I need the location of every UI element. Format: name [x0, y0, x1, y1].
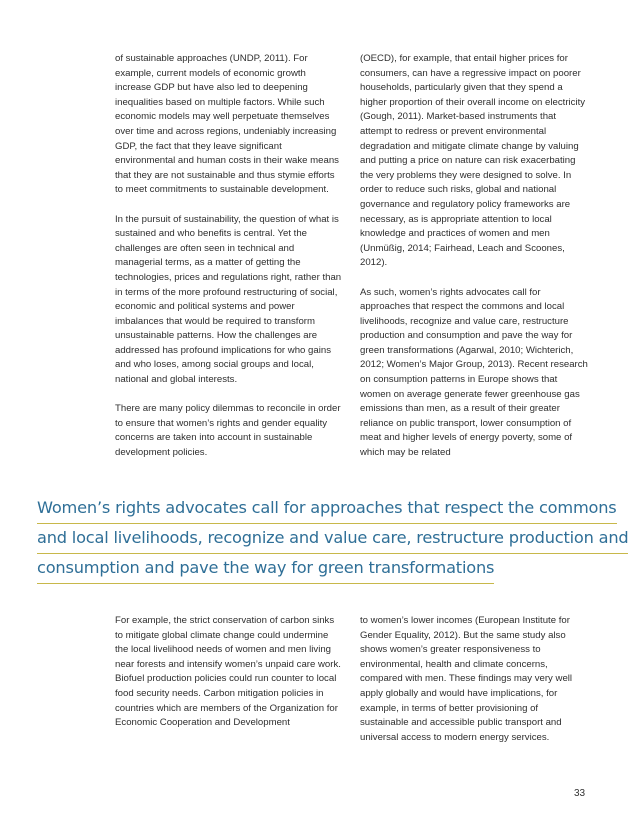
- body-column-top-right: [360, 52, 588, 461]
- paragraph: (OECD), for example, that entail higher prices for consumers, can have a regressive impact on poorer households, particularly given that they spend a higher proportion of their overall income on electricity (Gough, 2011). Market-based instruments that attempt to redress or prevent environmental degradation and mitigate climate change by valuing and putting a price on nature can risk exacerbating the very problems they were designed to solve. In order to reduce such risks, global and national governance and regulatory policy frameworks are necessary, as is appropriate attention to local knowledge and practices of women and men (Unmüßig, 2014; Fairhead, Leach and Scoones, 2012).: [360, 53, 586, 269]
- body-column-bottom-right: [360, 614, 588, 745]
- paragraph: In the pursuit of sustainability, the question of what is sustained and who benefits is central. Yet the challenges are often seen in technical and managerial terms, as a matter of getting the technologies, prices and regulations right, rather than in terms of the more profound restructuring of social, economic and political systems and power imbalances that would be required to transform unsustainable patterns. How the challenges are addressed has profound implications for who gains and who loses, among social groups and local, national and global interests.: [115, 213, 342, 386]
- page-number: 33: [574, 788, 586, 799]
- pull-quote-line: Women’s rights advocates call for approaches that respect the commons: [37, 494, 617, 524]
- paragraph: There are many policy dilemmas to reconcile in order to ensure that women’s rights and gender equality concerns are taken into account in sustainable development policies.: [115, 403, 341, 459]
- paragraph: For example, the strict conservation of carbon sinks to mitigate global climate change could undermine the local livelihood needs of women and men living near forests and intensify women’s unpaid care work. Biofuel production policies could run counter to local food security needs. Carbon mitigation policies in countries which are members of the Organization for Economic Cooperation and Development: [115, 615, 341, 729]
- body-column-bottom-left: [115, 614, 343, 731]
- pull-quote-line: and local livelihoods, recognize and value care, restructure production and: [37, 524, 628, 554]
- pull-quote-line: consumption and pave the way for green transformations: [37, 554, 494, 584]
- pull-quote: [37, 494, 629, 584]
- body-column-top-left: [115, 52, 343, 461]
- paragraph: to women’s lower incomes (European Institute for Gender Equality, 2012). But the same study also shows women’s greater responsiveness to environmental, health and climate concerns, compared with men. These findings may very well apply globally and would have implications, for example, in terms of better provisioning of sustainable and accessible public transport and universal access to modern energy services.: [360, 615, 573, 743]
- paragraph: As such, women’s rights advocates call for approaches that respect the commons and local livelihoods, recognize and value care, restructure production and consumption and pave the way for green transformations (Agarwal, 2010; Wichterich, 2012; Women’s Major Group, 2013). Recent research on consumption patterns in Europe shows that women on average generate fewer greenhouse gas emissions than men, as a result of their greater reliance on public transport, lower consumption of meat and higher levels of energy poverty, some of which may be related: [360, 286, 588, 459]
- paragraph: of sustainable approaches (UNDP, 2011). For example, current models of economic growth increase GDP but have also led to deepening inequalities based on multiple factors. While such economic models may well perpetuate themselves over time and across regions, undeniably increasing GDP, the fact that they leave significant environmental and human costs in their wake means that they are not sustainable and thus stymie efforts to meet commitments to sustainable development.: [115, 53, 339, 196]
